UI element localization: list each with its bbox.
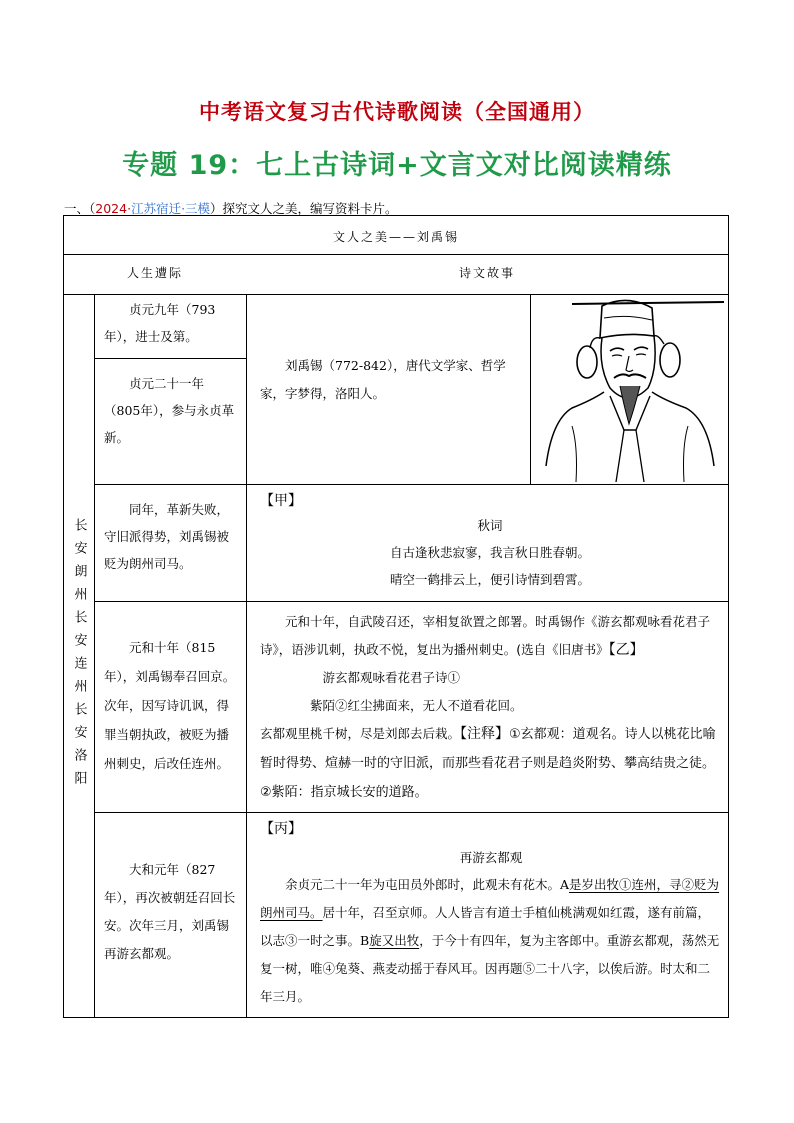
poem-yi-line-2: 玄都观里桃千树，尽是刘郎去后栽。 bbox=[260, 726, 461, 741]
life-event-5: 大和元年（827年），再次被朝廷召回长安。次年三月，刘禹锡再游玄都观。 bbox=[104, 862, 236, 961]
question-prefix: 一、（ bbox=[64, 201, 96, 216]
card-title: 文人之美——刘禹锡 bbox=[332, 230, 459, 244]
source-year: 2024· bbox=[95, 201, 132, 216]
column-header-life: 人生遭际 bbox=[126, 266, 183, 280]
yi-note-label: 【注释】 bbox=[460, 726, 510, 742]
document-subtitle: 专题 19：七上古诗词+文言文对比阅读精练 bbox=[122, 150, 672, 181]
source-place: 江苏宿迁·三模 bbox=[131, 201, 211, 216]
poem-yi-line-1: 紫陌②红尘拂面来，无人不道看花回。 bbox=[310, 698, 523, 713]
biography: 刘禹锡（772-842），唐代文学家、哲学家，字梦得，洛阳人。 bbox=[260, 358, 506, 401]
poem-jia-title: 秋词 bbox=[477, 518, 503, 533]
info-card-table bbox=[63, 215, 729, 1018]
portrait-image bbox=[532, 296, 726, 482]
yi-source: (选自《旧唐书》 bbox=[516, 642, 609, 657]
yi-poem2-block bbox=[260, 720, 722, 807]
bing-underline-a2: 寻②贬为朗州司马。 bbox=[260, 877, 720, 920]
yi-prose: 元和十年，自武陵召还，宰相复欲置之郎署。时禹锡作《游玄都观咏看花君子诗》，语涉讥刺，执政不悦，复出为播州刺史。 bbox=[260, 614, 711, 657]
poem-jia-label: 【甲】 bbox=[260, 493, 302, 509]
bing-p1: 余贞元二十一年为屯田员外郎时，此观未有花木。A bbox=[285, 877, 570, 892]
yi-prose-block bbox=[260, 608, 722, 664]
question-suffix: ）探究文人之美，编写资料卡片。 bbox=[210, 201, 398, 216]
bing-p1c: 居十年，召至京师。人人皆言有道士手植仙桃满观如红霞，遂有前篇，以志③一时之事。B bbox=[260, 905, 711, 948]
life-event-3: 同年，革新失败，守旧派得势，刘禹锡被贬为朗州司马。 bbox=[104, 502, 230, 571]
document-title: 中考语文复习古代诗歌阅读（全国通用） bbox=[199, 100, 595, 124]
life-event-1: 贞元九年（793年），进士及第。 bbox=[104, 302, 216, 344]
bing-underline-a1: 是岁出牧①连州， bbox=[569, 877, 670, 892]
bing-p1e: ，于今十有四年，复为主客郎中。重游玄都观，荡然无复一树，唯④兔葵、燕麦动摇于春风耳。因再题⑤二十八字，以俟后游。时太和二年三月。 bbox=[260, 933, 720, 1004]
prose-bing-label: 【丙】 bbox=[260, 821, 302, 837]
life-event-4: 元和十年（815年），刘禹锡奉召回京。次年，因写诗讥讽，得罪当朝执政，被贬为播州刺史，后改任连州。 bbox=[104, 640, 236, 771]
poem-jia-line-1: 自古逢秋悲寂寥，我言秋日胜春朝。 bbox=[389, 545, 590, 560]
life-event-2: 贞元二十一年（805年），参与永贞革新。 bbox=[104, 376, 235, 445]
poem-yi-title: 游玄都观咏看花君子诗① bbox=[322, 670, 461, 685]
bing-underline-b: 旋又出牧 bbox=[369, 933, 420, 948]
poem-yi-label: 【乙】 bbox=[608, 642, 644, 658]
yi-note: ①玄都观：道观名。诗人以桃花比喻暂时得势、煊赫一时的守旧派，而那些看花君子则是趋炎附势、攀高结贵之徒。②紫陌：指京城长安的道路。 bbox=[260, 727, 716, 800]
prose-bing-body bbox=[260, 871, 722, 1011]
prose-bing-title: 再游玄都观 bbox=[459, 850, 523, 865]
places-vertical-text: 长安朗州长安连州长安洛阳 bbox=[71, 518, 87, 794]
column-header-poems: 诗文故事 bbox=[458, 266, 515, 280]
poem-jia-line-2: 晴空一鹤排云上，便引诗情到碧霄。 bbox=[389, 572, 590, 587]
